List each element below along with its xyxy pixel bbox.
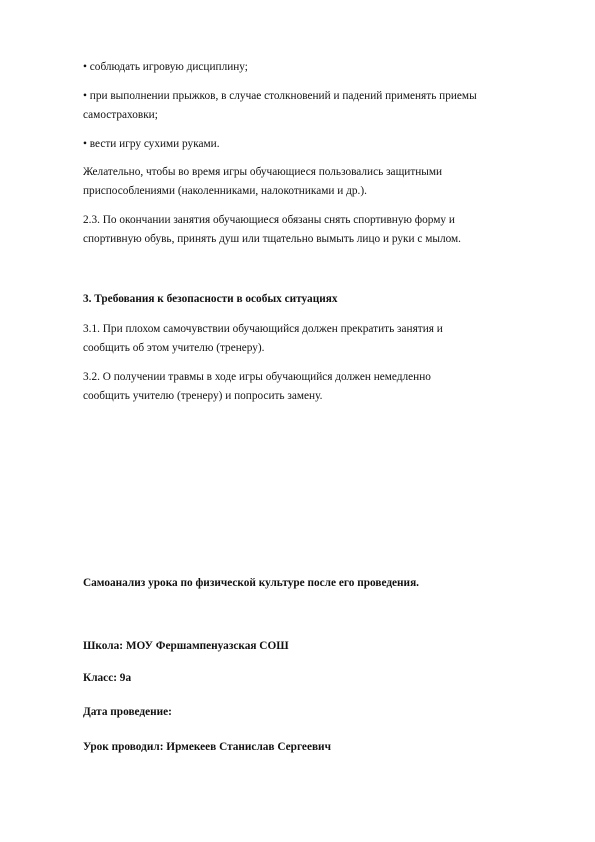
section-3-heading: [83, 290, 533, 309]
rule-self-insurance: [83, 87, 533, 125]
section-3-1: [83, 320, 533, 358]
section-2-3: [83, 211, 533, 249]
section-3-2: [83, 368, 533, 406]
text-line: сообщить учителю (тренеру) и попросить замену.: [83, 390, 323, 402]
text-line: • при выполнении прыжков, в случае столкновений и падений применять приемы: [83, 90, 477, 102]
text-line: Желательно, чтобы во время игры обучающиеся пользовались защитными: [83, 166, 443, 178]
text-line: Самоанализ урока по физической культуре после его проведения.: [83, 577, 419, 589]
class-line: [83, 669, 533, 688]
text-line: самостраховки;: [83, 109, 158, 121]
text-line: • соблюдать игровую дисциплину;: [83, 61, 248, 73]
text-line: приспособлениями (наколенниками, налокотниками и др.).: [83, 185, 367, 197]
school-line: [83, 637, 533, 656]
text-line: • вести игру сухими руками.: [83, 138, 220, 150]
text-line: 3.2. О получении травмы в ходе игры обучающийся должен немедленно: [83, 371, 431, 383]
protective-gear-note: [83, 163, 533, 201]
text-line: 3. Требования к безопасности в особых ситуациях: [83, 293, 338, 305]
date-line: [83, 703, 533, 722]
text-line: 3.1. При плохом самочувствии обучающийся должен прекратить занятия и: [83, 323, 443, 335]
text-line: 2.3. По окончании занятия обучающиеся обязаны снять спортивную форму и: [83, 214, 455, 226]
rule-game-discipline: [83, 58, 533, 77]
teacher-line: [83, 738, 533, 757]
analysis-heading: [83, 574, 533, 593]
text-line: спортивную обувь, принять душ или тщательно вымыть лицо и руки с мылом.: [83, 233, 461, 245]
text-line: сообщить об этом учителю (тренеру).: [83, 342, 265, 354]
text-line: Дата проведение:: [83, 706, 172, 718]
text-line: Класс: 9а: [83, 672, 132, 684]
rule-dry-hands: [83, 135, 533, 154]
text-line: Урок проводил: Ирмекеев Станислав Сергеевич: [83, 741, 331, 753]
text-line: Школа: МОУ Фершампенуазская СОШ: [83, 640, 289, 652]
